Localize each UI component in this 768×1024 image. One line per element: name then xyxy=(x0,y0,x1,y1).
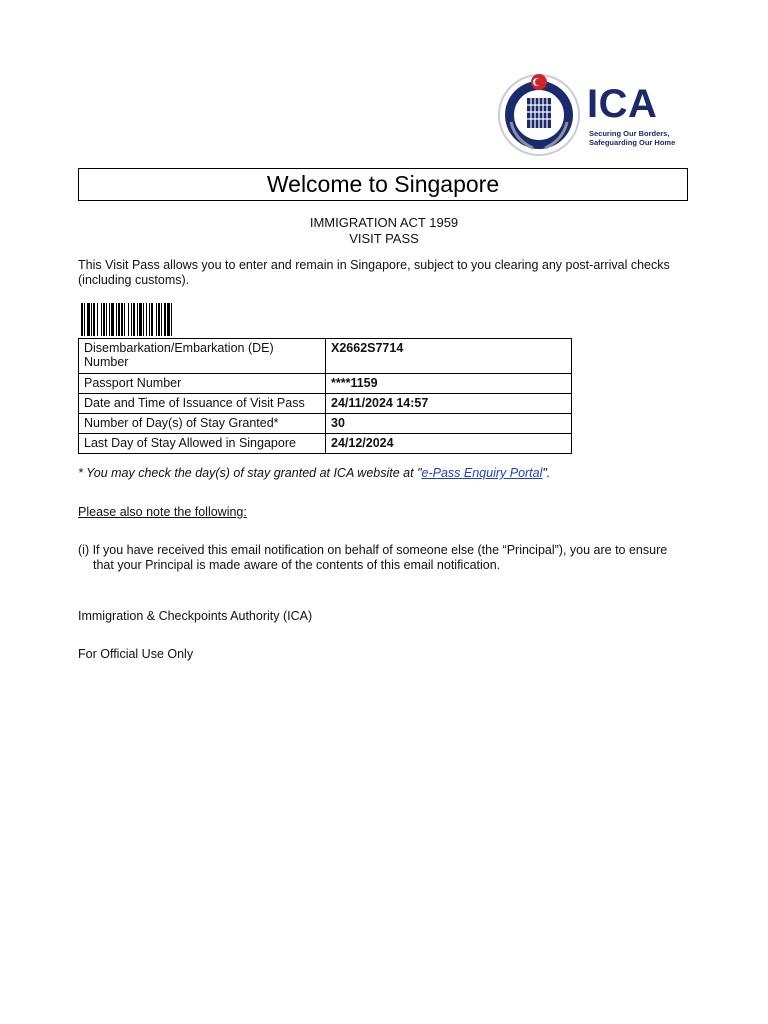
epass-enquiry-portal-link[interactable]: e-Pass Enquiry Portal xyxy=(421,466,543,480)
ica-logo-text: ICA xyxy=(587,82,658,126)
row-label: Number of Day(s) of Stay Granted* xyxy=(79,414,326,434)
ica-crest-icon xyxy=(497,72,581,156)
barcode-icon xyxy=(81,303,229,336)
row-label: Passport Number xyxy=(79,374,326,394)
row-label: Date and Time of Issuance of Visit Pass xyxy=(79,394,326,414)
visit-pass-title: VISIT PASS xyxy=(349,231,419,246)
authority-name: Immigration & Checkpoints Authority (ICA) xyxy=(78,609,313,623)
note-item-line-1: (i) If you have received this email notification on behalf of someone else (the “Principal”), you are to ensure xyxy=(78,543,668,557)
ica-tagline xyxy=(589,129,679,147)
act-title: IMMIGRATION ACT 1959 xyxy=(309,215,459,230)
visit-pass-details-table xyxy=(78,338,572,454)
row-value: ****1159 xyxy=(326,374,572,394)
note-item-line-2: that your Principal is made aware of the contents of this email notification. xyxy=(93,558,501,572)
row-value: 24/11/2024 14:57 xyxy=(326,394,572,414)
table-row xyxy=(79,339,572,374)
table-row xyxy=(79,434,572,454)
row-label: Last Day of Stay Allowed in Singapore xyxy=(79,434,326,454)
official-use-label: For Official Use Only xyxy=(78,647,194,661)
table-row xyxy=(79,374,572,394)
row-value: 24/12/2024 xyxy=(326,434,572,454)
tagline-line-1: Securing Our Borders, xyxy=(589,129,670,138)
note-item-1 xyxy=(78,543,698,573)
intro-paragraph: This Visit Pass allows you to enter and remain in Singapore, subject to you clearing any post-arrival checks (including customs). xyxy=(78,258,670,287)
row-value: 30 xyxy=(326,414,572,434)
act-heading xyxy=(78,215,690,247)
row-value: X2662S7714 xyxy=(326,339,572,374)
table-row xyxy=(79,394,572,414)
ica-logo xyxy=(497,72,677,156)
please-note-heading: Please also note the following: xyxy=(78,505,247,519)
tagline-line-2: Safeguarding Our Home xyxy=(589,138,676,147)
table-row xyxy=(79,414,572,434)
note-suffix: ". xyxy=(542,466,551,480)
note-prefix: * You may check the day(s) of stay granted at ICA website at " xyxy=(78,466,422,480)
stay-note xyxy=(78,466,698,481)
page-title: Welcome to Singapore xyxy=(78,168,688,201)
row-label: Disembarkation/Embarkation (DE) Number xyxy=(79,339,326,374)
